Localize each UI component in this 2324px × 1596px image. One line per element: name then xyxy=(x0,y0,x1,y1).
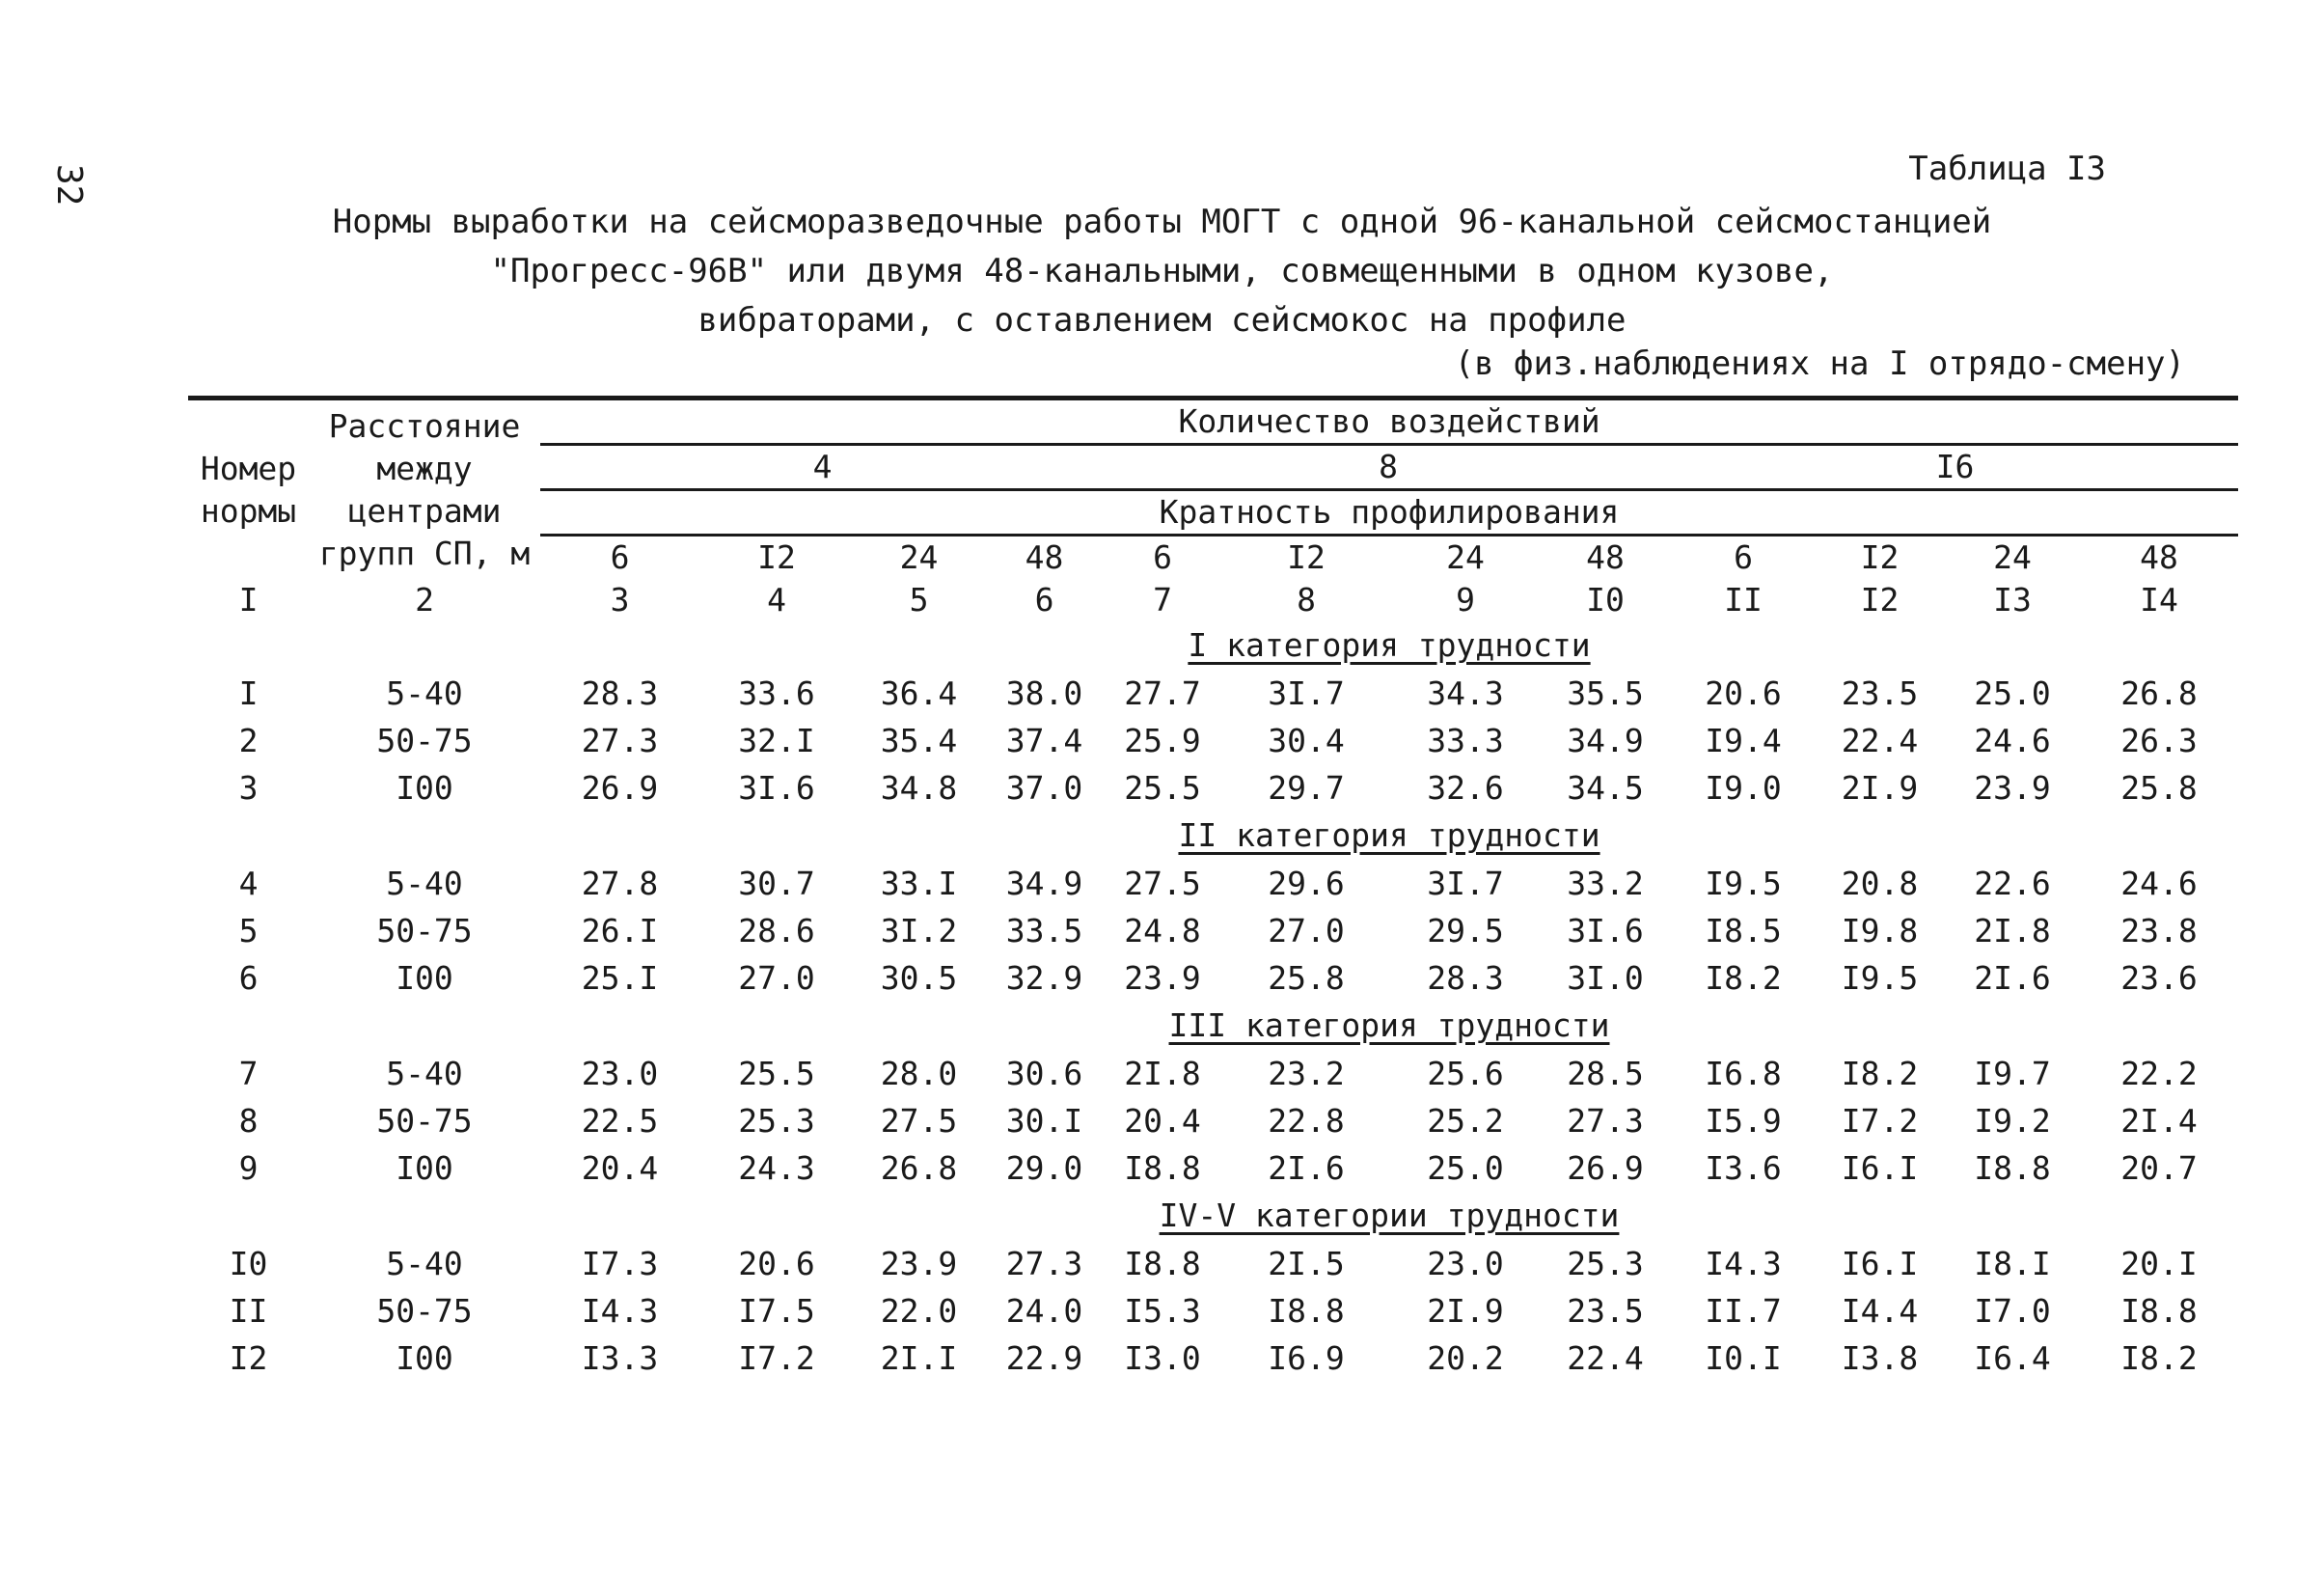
value-cell: 25.I xyxy=(581,958,659,997)
value-cell: 37.4 xyxy=(1005,721,1083,759)
value-cell: 27.0 xyxy=(1268,911,1345,949)
value-cell: 27.3 xyxy=(1005,1244,1083,1282)
value-cell: I7.5 xyxy=(738,1291,815,1330)
value-cell: 22.5 xyxy=(581,1101,659,1140)
table-row xyxy=(188,1144,2238,1192)
value-cell: I6.I xyxy=(1841,1148,1919,1187)
header-multiplicity-value: 24 xyxy=(1446,538,1485,576)
table-row xyxy=(188,1335,2238,1382)
value-cell: 25.3 xyxy=(738,1101,815,1140)
value-cell: 33.2 xyxy=(1567,864,1644,902)
value-cell: I7.3 xyxy=(581,1244,659,1282)
value-cell: 30.5 xyxy=(880,958,958,997)
value-cell: I9.0 xyxy=(1705,768,1782,807)
value-cell: 23.0 xyxy=(1427,1244,1504,1282)
value-cell: I8.2 xyxy=(1705,958,1782,997)
table-row xyxy=(188,954,2238,1002)
value-cell: I8.8 xyxy=(2120,1291,2198,1330)
distance-cell: I00 xyxy=(396,768,453,807)
value-cell: 37.0 xyxy=(1005,768,1083,807)
value-cell: I5.9 xyxy=(1705,1101,1782,1140)
value-cell: 27.3 xyxy=(1567,1101,1644,1140)
value-cell: I7.2 xyxy=(738,1338,815,1377)
value-cell: 3I.2 xyxy=(880,911,958,949)
value-cell: 2I.9 xyxy=(1841,768,1919,807)
value-cell: 23.0 xyxy=(581,1054,659,1092)
value-cell: I3.0 xyxy=(1124,1338,1201,1377)
title-line: Нормы выработки на сейсморазведочные работы МОГТ с одной 96-канальной сейсмостанцией xyxy=(332,203,1992,241)
column-number: 4 xyxy=(767,581,786,619)
value-cell: 25.5 xyxy=(1124,768,1201,807)
value-cell: 20.2 xyxy=(1427,1338,1504,1377)
distance-cell: 5-40 xyxy=(386,1054,463,1092)
norm-number-cell: 8 xyxy=(238,1101,259,1140)
table-row xyxy=(188,860,2238,907)
column-number: 2 xyxy=(415,581,434,619)
header-norm-number: Номер нормы xyxy=(188,399,309,580)
value-cell: 26.9 xyxy=(1567,1148,1644,1187)
header-multiplicity: Кратность профилирования xyxy=(540,490,2238,536)
value-cell: 22.0 xyxy=(880,1291,958,1330)
value-cell: 28.6 xyxy=(738,911,815,949)
table-row xyxy=(188,1050,2238,1097)
column-number: 6 xyxy=(1034,581,1054,619)
value-cell: I8.2 xyxy=(2120,1338,2198,1377)
title-line: вибраторами, с оставлением сейсмокос на профиле xyxy=(697,301,1627,340)
title-line: "Прогресс-96В" или двумя 48-канальными, совмещенными в одном кузове, xyxy=(490,252,1834,290)
distance-cell: 5-40 xyxy=(386,1244,463,1282)
norm-number-cell: I xyxy=(238,674,259,712)
table-label: Таблица I3 xyxy=(1908,150,2106,188)
value-cell: 28.3 xyxy=(581,674,659,712)
value-cell: I9.5 xyxy=(1841,958,1919,997)
value-cell: I4.3 xyxy=(1705,1244,1782,1282)
value-cell: 32.9 xyxy=(1005,958,1083,997)
norm-number-cell: II xyxy=(229,1291,268,1330)
value-cell: 23.2 xyxy=(1268,1054,1345,1092)
column-number: II xyxy=(1724,581,1763,619)
value-cell: 3I.7 xyxy=(1268,674,1345,712)
value-cell: 20.6 xyxy=(738,1244,815,1282)
value-cell: I3.3 xyxy=(581,1338,659,1377)
value-cell: 20.4 xyxy=(1124,1101,1201,1140)
value-cell: 27.5 xyxy=(880,1101,958,1140)
value-cell: 22.6 xyxy=(1974,864,2051,902)
value-cell: 35.5 xyxy=(1567,674,1644,712)
value-cell: 23.6 xyxy=(2120,958,2198,997)
value-cell: 2I.6 xyxy=(1974,958,2051,997)
value-cell: 34.8 xyxy=(880,768,958,807)
value-cell: I7.2 xyxy=(1841,1101,1919,1140)
category-row xyxy=(188,812,2238,860)
value-cell: 23.5 xyxy=(1567,1291,1644,1330)
column-number: 3 xyxy=(610,581,630,619)
value-cell: 22.9 xyxy=(1005,1338,1083,1377)
category-row xyxy=(188,1002,2238,1050)
value-cell: 2I.6 xyxy=(1268,1148,1345,1187)
value-cell: 28.5 xyxy=(1567,1054,1644,1092)
value-cell: 25.3 xyxy=(1567,1244,1644,1282)
value-cell: 30.7 xyxy=(738,864,815,902)
value-cell: I8.8 xyxy=(1268,1291,1345,1330)
column-number: I xyxy=(238,581,259,619)
column-number: I3 xyxy=(1993,581,2032,619)
value-cell: 33.I xyxy=(880,864,958,902)
category-row xyxy=(188,1192,2238,1240)
value-cell: 23.9 xyxy=(1974,768,2051,807)
value-cell: 3I.0 xyxy=(1567,958,1644,997)
table-title xyxy=(0,198,2324,345)
value-cell: 27.0 xyxy=(738,958,815,997)
value-cell: I4.3 xyxy=(581,1291,659,1330)
value-cell: 30.6 xyxy=(1005,1054,1083,1092)
distance-cell: I00 xyxy=(396,1148,453,1187)
value-cell: 22.4 xyxy=(1567,1338,1644,1377)
value-cell: 24.6 xyxy=(1974,721,2051,759)
header-multiplicity-value: 6 xyxy=(1734,538,1753,576)
value-cell: 20.I xyxy=(2120,1244,2198,1282)
value-cell: 23.9 xyxy=(880,1244,958,1282)
column-number: 8 xyxy=(1297,581,1316,619)
value-cell: 29.7 xyxy=(1268,768,1345,807)
value-cell: I8.8 xyxy=(1974,1148,2051,1187)
value-cell: I6.I xyxy=(1841,1244,1919,1282)
value-cell: 20.8 xyxy=(1841,864,1919,902)
distance-cell: 50-75 xyxy=(376,1101,473,1140)
distance-cell: 5-40 xyxy=(386,674,463,712)
value-cell: I6.8 xyxy=(1705,1054,1782,1092)
value-cell: 26.I xyxy=(581,911,659,949)
value-cell: 3I.7 xyxy=(1427,864,1504,902)
value-cell: 23.9 xyxy=(1124,958,1201,997)
value-cell: 2I.8 xyxy=(1124,1054,1201,1092)
norm-number-cell: 4 xyxy=(238,864,259,902)
value-cell: 34.5 xyxy=(1567,768,1644,807)
value-cell: 24.6 xyxy=(2120,864,2198,902)
value-cell: 25.0 xyxy=(1974,674,2051,712)
value-cell: 26.3 xyxy=(2120,721,2198,759)
value-cell: 34.9 xyxy=(1567,721,1644,759)
units-note: (в физ.наблюдениях на I отрядо-смену) xyxy=(1454,344,2185,383)
value-cell: 22.8 xyxy=(1268,1101,1345,1140)
value-cell: 3I.6 xyxy=(1567,911,1644,949)
distance-cell: I00 xyxy=(396,1338,453,1377)
table-row xyxy=(188,1287,2238,1335)
table-row xyxy=(188,907,2238,954)
value-cell: 22.2 xyxy=(2120,1054,2198,1092)
header-distance: Расстояние между центрами групп СП, м xyxy=(309,399,540,580)
value-cell: 22.4 xyxy=(1841,721,1919,759)
value-cell: 26.9 xyxy=(581,768,659,807)
value-cell: 28.0 xyxy=(880,1054,958,1092)
value-cell: 25.0 xyxy=(1427,1148,1504,1187)
value-cell: 2I.4 xyxy=(2120,1101,2198,1140)
value-cell: 2I.I xyxy=(880,1338,958,1377)
value-cell: 29.0 xyxy=(1005,1148,1083,1187)
value-cell: 29.6 xyxy=(1268,864,1345,902)
value-cell: I5.3 xyxy=(1124,1291,1201,1330)
value-cell: 25.6 xyxy=(1427,1054,1504,1092)
table-row xyxy=(188,670,2238,717)
value-cell: I8.5 xyxy=(1705,911,1782,949)
category-title: III категория трудности xyxy=(1168,1006,1610,1044)
value-cell: 30.4 xyxy=(1268,721,1345,759)
value-cell: 35.4 xyxy=(880,721,958,759)
category-title: I категория трудности xyxy=(1188,626,1591,664)
value-cell: I8.8 xyxy=(1124,1244,1201,1282)
value-cell: 25.5 xyxy=(738,1054,815,1092)
value-cell: I6.4 xyxy=(1974,1338,2051,1377)
value-cell: 33.6 xyxy=(738,674,815,712)
header-multiplicity-value: 6 xyxy=(610,538,630,576)
value-cell: 36.4 xyxy=(880,674,958,712)
value-cell: 25.2 xyxy=(1427,1101,1504,1140)
value-cell: I8.I xyxy=(1974,1244,2051,1282)
norm-number-cell: I0 xyxy=(229,1244,268,1282)
value-cell: I9.5 xyxy=(1705,864,1782,902)
value-cell: 38.0 xyxy=(1005,674,1083,712)
value-cell: 27.3 xyxy=(581,721,659,759)
header-impact-group: I6 xyxy=(1672,445,2238,490)
value-cell: I8.2 xyxy=(1841,1054,1919,1092)
value-cell: 27.5 xyxy=(1124,864,1201,902)
value-cell: I8.8 xyxy=(1124,1148,1201,1187)
norm-number-cell: 7 xyxy=(238,1054,259,1092)
value-cell: 32.6 xyxy=(1427,768,1504,807)
table-row xyxy=(188,717,2238,764)
value-cell: 27.8 xyxy=(581,864,659,902)
category-title: II категория трудности xyxy=(1178,816,1600,854)
value-cell: 3I.6 xyxy=(738,768,815,807)
value-cell: 30.I xyxy=(1005,1101,1083,1140)
column-number: 9 xyxy=(1456,581,1475,619)
header-multiplicity-value: I2 xyxy=(1860,538,1900,576)
header-multiplicity-value: 48 xyxy=(1025,538,1064,576)
norms-table-body xyxy=(188,621,2238,1382)
norm-number-cell: 6 xyxy=(238,958,259,997)
value-cell: 24.0 xyxy=(1005,1291,1083,1330)
table-row xyxy=(188,1240,2238,1287)
category-title: IV-V категории трудности xyxy=(1159,1197,1620,1234)
value-cell: 24.8 xyxy=(1124,911,1201,949)
header-multiplicity-value: 6 xyxy=(1153,538,1172,576)
header-multiplicity-value: 48 xyxy=(1586,538,1625,576)
header-impact-group: 8 xyxy=(1105,445,1672,490)
page-number: 32 xyxy=(49,164,89,206)
value-cell: I7.0 xyxy=(1974,1291,2051,1330)
value-cell: 2I.5 xyxy=(1268,1244,1345,1282)
value-cell: I6.9 xyxy=(1268,1338,1345,1377)
value-cell: 20.4 xyxy=(581,1148,659,1187)
value-cell: 2I.9 xyxy=(1427,1291,1504,1330)
norm-number-cell: 5 xyxy=(238,911,259,949)
header-multiplicity-value: 48 xyxy=(2140,538,2178,576)
header-impact-group: 4 xyxy=(540,445,1105,490)
value-cell: 26.8 xyxy=(880,1148,958,1187)
value-cell: I3.6 xyxy=(1705,1148,1782,1187)
header-multiplicity-value: I2 xyxy=(757,538,796,576)
value-cell: I4.4 xyxy=(1841,1291,1919,1330)
value-cell: I9.8 xyxy=(1841,911,1919,949)
table-row xyxy=(188,764,2238,812)
norm-number-cell: 3 xyxy=(238,768,259,807)
value-cell: I0.I xyxy=(1705,1338,1782,1377)
norm-number-cell: 9 xyxy=(238,1148,259,1187)
value-cell: 26.8 xyxy=(2120,674,2198,712)
table-row xyxy=(188,1097,2238,1144)
distance-cell: 50-75 xyxy=(376,1291,473,1330)
column-number: I2 xyxy=(1860,581,1900,619)
header-multiplicity-value: 24 xyxy=(1993,538,2032,576)
distance-cell: 50-75 xyxy=(376,911,473,949)
value-cell: 33.3 xyxy=(1427,721,1504,759)
value-cell: 32.I xyxy=(738,721,815,759)
value-cell: 34.3 xyxy=(1427,674,1504,712)
value-cell: 23.5 xyxy=(1841,674,1919,712)
value-cell: I9.2 xyxy=(1974,1101,2051,1140)
distance-cell: 5-40 xyxy=(386,864,463,902)
value-cell: 24.3 xyxy=(738,1148,815,1187)
value-cell: II.7 xyxy=(1705,1291,1782,1330)
header-multiplicity-value: I2 xyxy=(1287,538,1326,576)
norms-table xyxy=(188,396,2238,1382)
value-cell: 34.9 xyxy=(1005,864,1083,902)
value-cell: 20.6 xyxy=(1705,674,1782,712)
column-number: 7 xyxy=(1153,581,1172,619)
column-number: 5 xyxy=(909,581,929,619)
value-cell: 25.8 xyxy=(2120,768,2198,807)
norm-number-cell: 2 xyxy=(238,721,259,759)
value-cell: 27.7 xyxy=(1124,674,1201,712)
value-cell: 23.8 xyxy=(2120,911,2198,949)
column-number: I0 xyxy=(1586,581,1625,619)
category-row xyxy=(188,621,2238,670)
value-cell: 25.8 xyxy=(1268,958,1345,997)
value-cell: 29.5 xyxy=(1427,911,1504,949)
value-cell: I3.8 xyxy=(1841,1338,1919,1377)
distance-cell: 50-75 xyxy=(376,721,473,759)
value-cell: 33.5 xyxy=(1005,911,1083,949)
distance-cell: I00 xyxy=(396,958,453,997)
value-cell: 2I.8 xyxy=(1974,911,2051,949)
value-cell: 28.3 xyxy=(1427,958,1504,997)
header-multiplicity-value: 24 xyxy=(899,538,939,576)
value-cell: I9.7 xyxy=(1974,1054,2051,1092)
norm-number-cell: I2 xyxy=(229,1338,268,1377)
value-cell: 25.9 xyxy=(1124,721,1201,759)
value-cell: I9.4 xyxy=(1705,721,1782,759)
column-number: I4 xyxy=(2140,581,2178,619)
value-cell: 20.7 xyxy=(2120,1148,2198,1187)
header-impacts: Количество воздействий xyxy=(540,399,2238,445)
